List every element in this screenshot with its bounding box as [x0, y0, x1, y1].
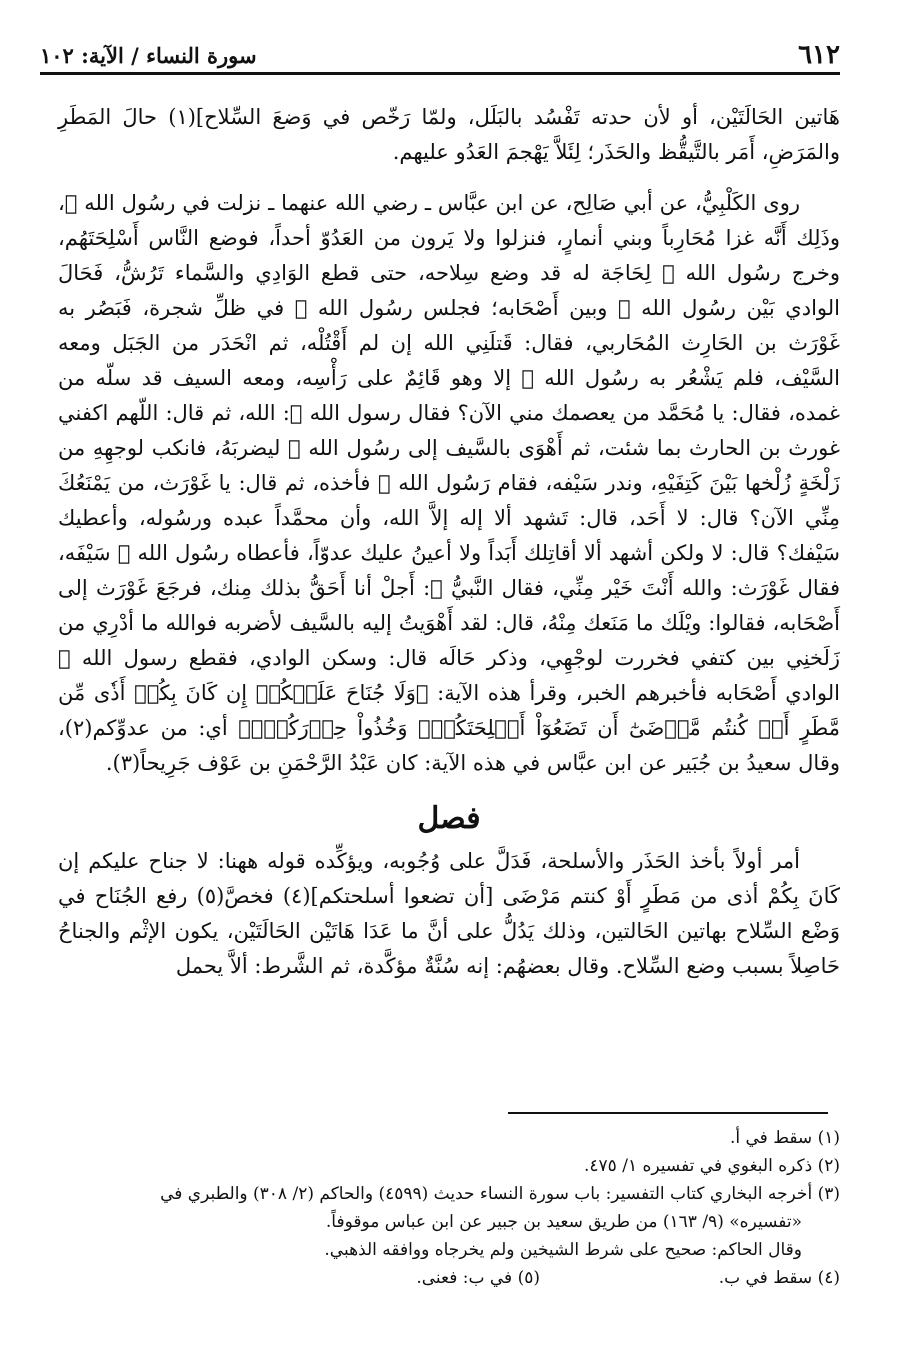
paragraph-1: هَاتين الحَالَتَيْن، أو لأن حدته تَفْسُد بالبَلَل، ولمّا رَخّص في وَضعَ السِّلاح](١) حالَ المَطَرِ والمَرَضِ، أَمَر بالتَّيقُّظ والحَذَر؛ لِئَلاَّ يَهْجمَ العَدُو عليهم. [58, 105, 841, 164]
paragraph-3: أمر أولاً بأخذ الحَذَر والأسلحة، فَدَلَّ على وُجُوبه، ويؤكِّده قوله ههنا: لا جناح عليكم إن كَانَ بِكُمْ أذى من مَطَرٍ أَوْ كنتم مَرْضَى [أن تضعوا أسلحتكم](٤) فخصَّ(٥) رفع الجُنَاح في وَضْع السِّلاح بهاتين الحَالتين، وذلك يَدُلُّ على أنَّ ما عَدَا هَاتَيْن الحَالَتَيْن، يكون الإثْم والجناحُ حَاصِلاً بسبب وضع السِّلاح. وقال بعضهُم: إنه سُنَّةٌ مؤكَّدة، ثم الشَّرط: ألاَّ يحمل [58, 849, 840, 978]
page-header [40, 38, 840, 75]
surah-verse-label: سورة النساء / الآية: ١٠٢ [40, 43, 257, 68]
footnote-3-continued: «تفسيره» (٩/ ١٦٣) من طريق سعيد بن جبير عن ابن عباس موقوفاً. [325, 1212, 802, 1232]
main-text [58, 100, 840, 984]
page-number: ٦١٢ [798, 40, 840, 70]
footnote-3-note: وقال الحاكم: صحيح على شرط الشيخين ولم يخرجاه ووافقه الذهبي. [324, 1240, 802, 1260]
section-heading: فصل [417, 801, 481, 836]
footnote-5: (٥) في ب: فعنى. [416, 1268, 540, 1288]
footnote-1: (١) سقط في أ. [729, 1128, 840, 1148]
footnotes [58, 1124, 840, 1292]
footnote-3: (٣) أخرجه البخاري كتاب التفسير: باب سورة النساء حديث (٤٥٩٩) والحاكم (٢/ ٣٠٨) والطبري في [160, 1184, 840, 1204]
footnote-separator [508, 1112, 828, 1114]
footnotes-4-5-row [58, 1264, 840, 1292]
paragraph-2: روى الكَلْبِيُّ، عن أبي صَالِح، عن ابن عبَّاس ـ رضي الله عنهما ـ نزلت في رسُول الله ﷺ، وذَلِك أَنَّه غزا مُحَارِباً وبني أنمارٍ، فنزلوا ولا يَرون من العَدُوّ أحداً، فوضع النَّاس أَسْلِحَتَهُم، وخرج رسُول الله ﷺ لِحَاجَة له قد وضع سِلاحه، حتى قطع الوَادِي والسَّماء تَرُشُّ، فَحَالَ الوادي بَيْن رسُول الله ﷺ وبين أَصْحَابه؛ فجلس رسُول الله ﷺ في ظلِّ شجرة، فَبَصُر به غَوْرَث بن الحَارِث المُحَاربي، فقال: قَتلَنِي الله إن لم أَقْتُلْه، ثم انْحَدَر من الجَبَل ومعه السَّيْف، فلم يَشْعُر به رسُول الله ﷺ إلا وهو قَائِمٌ على رَأْسِه، ومعه السيف قد سلّه من غمده، فقال: يا مُحَمَّد من يعصمك مني الآن؟ فقال رسول الله ﷺ: الله، ثم قال: اللّهم اكفني غورث بن الحارث بما شئت، ثم أَهْوَى بالسَّيف إلى رسُول الله ﷺ ليضربَهُ، فانكب لوجهِهِ من زَلْخَةٍ زُلْخها بَيْنَ كَتِفَيْهِ، وندر سَيْفه، فقام رَسُول الله ﷺ فأخذه، ثم قال: يا غَوْرَث، من يَمْنَعُكَ مِنِّي الآن؟ قال: لا أَحَد، قال: تَشهد ألا إله إلاَّ الله، وأن محمَّداً عبده ورسُوله، وأعطيك سَيْفك؟ قال: لا ولكن أشهد ألا أقاتِلك أَبَداً ولا أعينُ عليك عدوّاً، فأعطاه رسُول الله ﷺ سَيْفَه، فقال غَوْرَث: والله أَنْتَ خَيْر مِنِّي، فقال النَّبيُّ ﷺ: أَجلْ أنا أَحَقُّ بذلك مِنك، فرجَعَ غَوْرَث إلى أَصْحَابه، فقالوا: ويْلَك ما مَنَعك مِنْهُ، قال: لقد أَهْوَيتُ إليه بالسَّيف لأضربه فوالله ما أدْرِي من زَلَخنِي بين كتفي فخررت لوجْهِي، وذكر حَالَه قال: وسكن الوادي، فقطع رسول الله ﷺ الوادي أَصْحَابه فأخبرهم الخبر، وقرأ هذه الآية: ﴿وَلَا جُنَاحَ عَلَيۡكُمۡ إِن كَانَ بِكُمۡ أَذٗى مِّن مَّطَرٍ أَوۡ كُنتُم مَّرۡضَىٰٓ أَن تَضَعُوٓاْ أَسۡلِحَتَكُمۡۖ وَخُذُواْ حِذۡرَكُمۡۗ﴾ أي: من عدوِّكم(٢)، وقال سعيدُ بن جُبَير عن ابن عبَّاس في هذه الآية: كان عَبْدُ الرَّحْمَنِ بن عَوْف جَرِيحاً(٣). [58, 191, 840, 775]
footnote-2: (٢) ذكره البغوي في تفسيره ١/ ٤٧٥. [583, 1156, 840, 1176]
footnote-4: (٤) سقط في ب. [718, 1268, 840, 1288]
